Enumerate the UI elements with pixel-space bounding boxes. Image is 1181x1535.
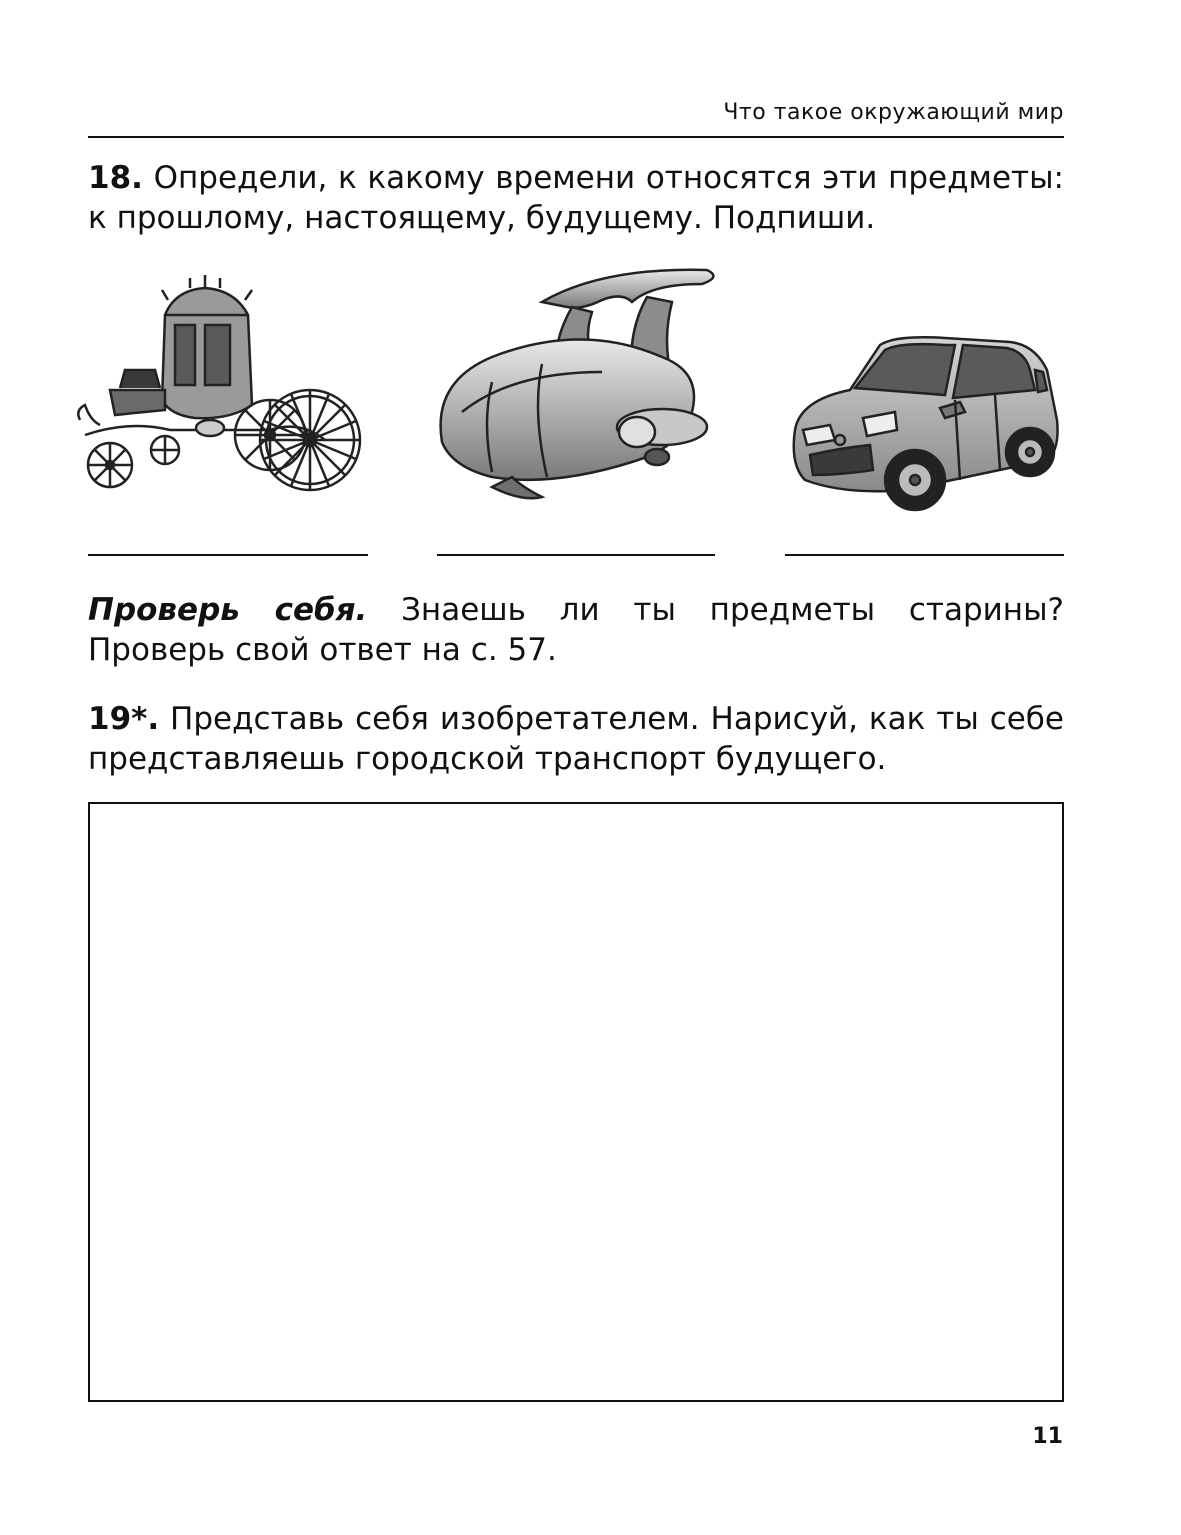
check-lead: Проверь себя. [88, 592, 368, 628]
task-18 [88, 158, 1064, 238]
running-header [88, 100, 1064, 138]
answer-line-futuristic-vehicle[interactable] [437, 554, 715, 556]
answer-line-car[interactable] [785, 554, 1064, 556]
drawing-area[interactable] [88, 802, 1064, 1402]
task-19 [88, 699, 1064, 779]
answer-line-carriage[interactable] [88, 554, 368, 556]
task-19-text: Представь себя изобретателем. Нарисуй, как ты себе представляешь городской транспорт будущего. [88, 701, 1064, 777]
futuristic-vehicle-icon [432, 262, 724, 512]
task-18-number: 18. [88, 160, 143, 196]
check-yourself [88, 590, 1064, 670]
car-icon [785, 330, 1065, 515]
task-19-number: 19*. [88, 701, 160, 737]
check-text: Знаешь ли ты предметы старины? Проверь свой ответ на с. 57. [88, 592, 1065, 668]
task-18-text: Определи, к какому времени относятся эти предметы: к прошлому, настоящему, будущему. Подпиши. [88, 160, 1064, 236]
header-title: Что такое окружающий мир [723, 100, 1064, 125]
carriage-icon [70, 270, 365, 515]
page-number: 11 [1032, 1424, 1063, 1449]
